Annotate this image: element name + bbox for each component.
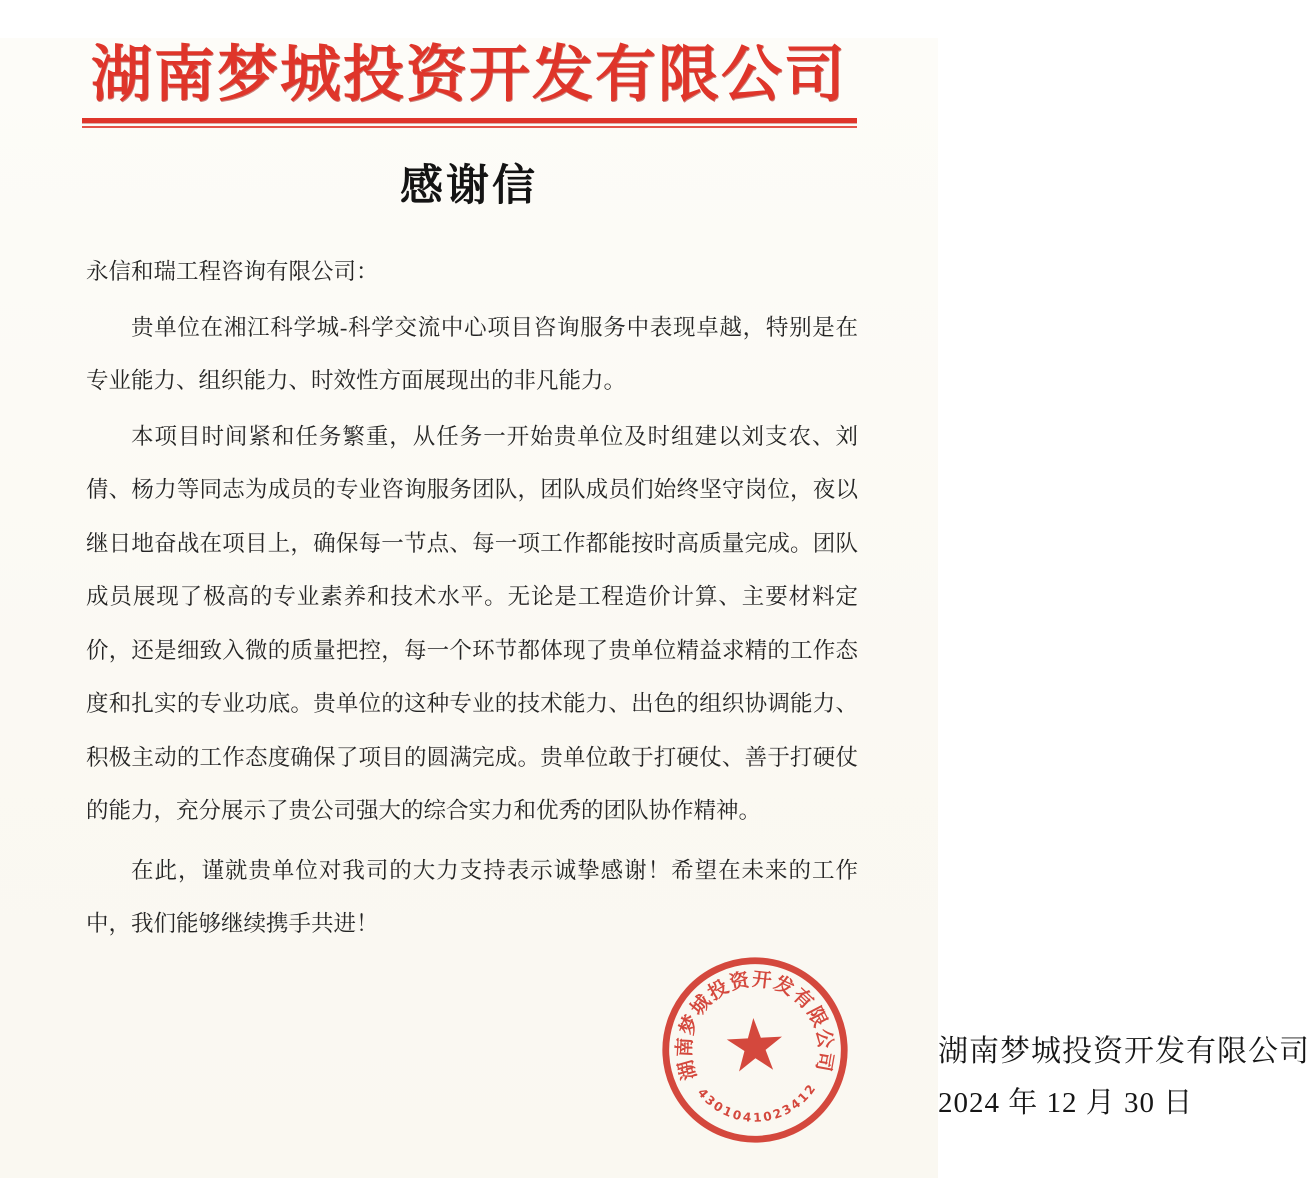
seal-graphic <box>653 945 857 1155</box>
seal-outer-ring <box>661 956 849 1144</box>
letter-body <box>0 245 938 951</box>
letter-title: 感谢信 <box>400 162 538 211</box>
seal-company-arc-text: 湖南梦城投资开发有限公司 <box>674 969 836 1083</box>
letter-page: 湖南梦城投资开发有限公司 感谢信 永信和瑞工程咨询有限公司： 贵单位在湘江科学城-科学交流中心项目咨询服务中表现卓越，特别是在专业能力、组织能力、时效性方面展现出的非凡能力。 本项目时间紧和任务繁重，从任务一开始贵单位及时组建以刘支农、刘倩、杨力等同志为成员的专业咨询服务团队，团队成员们始终坚守岗位，夜以继日地奋战在项目上，确保每一节点、每一项工作都能按时高质量完成。团队成员展现了极高的专业素养和技术水平。无论是工程造价计算、主要材料定价，还是细致入微的质量把控，每一个环节都体现了贵单位精益求精的工作态度和扎实的专业功底。贵单位的这种专业的技术能力、出色的组织协调能力、积极主动的工作态度确保了项目的圆满完成。贵单位敢于打硬仗、善于打硬仗的能力，充分展示了贵公司强大的综合实力和优秀的团队协作精神。 在此，谨就贵单位对我司的大力支持表示诚挚感谢！希望在未来的工作中，我们能够继续携手共进！ 湖南梦城投资开发有限公司 2024 年 12 月 30 日 湖南梦城投资开发有限公司 4301041023412 <box>0 38 938 1178</box>
seal-registration-number: 4301041023412 <box>694 1080 820 1125</box>
paragraph-3: 在此，谨就贵单位对我司的大力支持表示诚挚感谢！希望在未来的工作中，我们能够继续携手共进！ <box>86 857 858 937</box>
divider-thick-line <box>82 118 857 123</box>
letterhead-divider <box>82 118 857 128</box>
company-seal-stamp <box>653 945 857 1155</box>
svg-text:湖南梦城投资开发有限公司 <box>669 963 839 1083</box>
paragraph-2: 本项目时间紧和任务繁重，从任务一开始贵单位及时组建以刘支农、刘倩、杨力等同志为成员的专业咨询服务团队，团队成员们始终坚守岗位，夜以继日地奋战在项目上，确保每一节点、每一项工作都能按时高质量完成。团队成员展现了极高的专业素养和技术水平。无论是工程造价计算、主要材料定价，还是细致入微的质量把控，每一个环节都体现了贵单位精益求精的工作态度和扎实的专业功底。贵单位的这种专业的技术能力、出色的组织协调能力、积极主动的工作态度确保了项目的圆满完成。贵单位敢于打硬仗、善于打硬仗的能力，充分展示了贵公司强大的综合实力和优秀的团队协作精神。 <box>86 423 858 824</box>
salutation: 永信和瑞工程咨询有限公司： <box>86 259 379 285</box>
paragraph-1: 贵单位在湘江科学城-科学交流中心项目咨询服务中表现卓越，特别是在专业能力、组织能力、时效性方面展现出的非凡能力。 <box>86 314 858 394</box>
star-icon <box>726 1017 784 1072</box>
svg-text:4301041023412 <box>694 1080 821 1128</box>
divider-thin-line <box>82 126 857 128</box>
letterhead-company-name: 湖南梦城投资开发有限公司 <box>90 42 847 109</box>
